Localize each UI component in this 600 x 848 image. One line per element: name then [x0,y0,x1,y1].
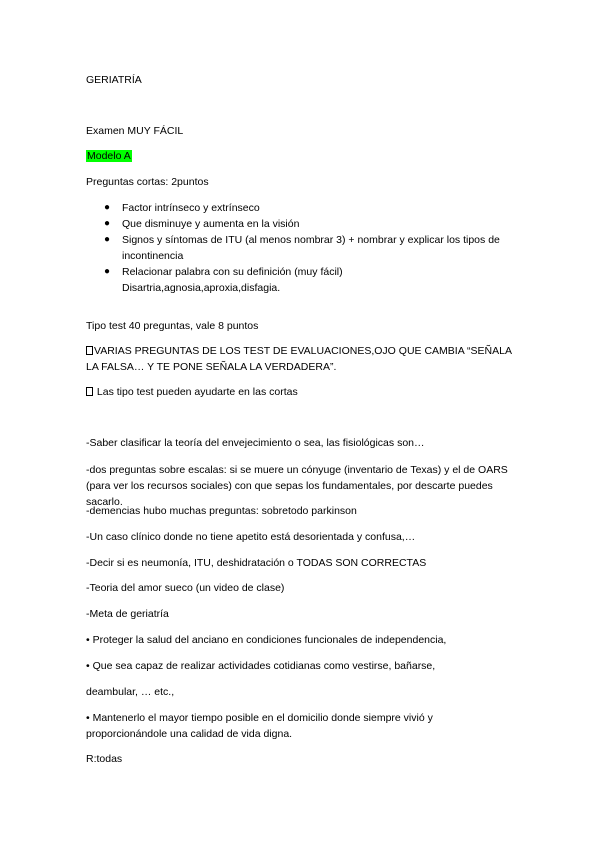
list-item: ● Factor intrínseco y extrínseco [104,202,260,214]
list-item: -Decir si es neumonía, ITU, deshidratación o TODAS SON CORRECTAS [86,557,427,569]
list-item: -Teoria del amor sueco (un video de clase) [86,582,285,594]
list-item: -dos preguntas sobre escalas: si se muere un cónyuge (inventario de Texas) y el de OARS (para ver los recursos sociales) con que sepas los fundamentales, por descarte puedes sacarlo. [86,464,508,508]
list-item: ● Que disminuye y aumenta en la visión [104,218,300,230]
document-title: GERIATRÍA [86,74,142,86]
list-item: ● Signos y síntomas de ITU (al menos nombrar 3) + nombrar y explicar los tipos de incontinencia [104,234,500,262]
model-highlight: Modelo A [87,150,131,162]
note-1: VARIAS PREGUNTAS DE LOS TEST DE EVALUACIONES,OJO QUE CAMBIA “SEÑALA LA FALSA… Y TE PONE SEÑALA LA VERDADERA”. [86,345,512,373]
list-item: ● Relacionar palabra con su definición (muy fácil) Disartria,agnosia,aproxia,disfagia. [104,266,343,294]
bullet-list [100,200,520,296]
bullet-icon: ● [104,266,111,277]
list-item: -Saber clasificar la teoría del envejecimiento o sea, las fisiológicas son… [86,437,425,449]
test-type-label: Tipo test 40 preguntas, vale 8 puntos [86,320,259,332]
missing-glyph-icon [86,346,93,355]
note-2: Las tipo test pueden ayudarte en las cortas [86,386,298,399]
model-label [86,150,132,163]
list-item: deambular, … etc., [86,686,175,698]
list-item: • Mantenerlo el mayor tiempo posible en el domicilio donde siempre vivió y proporcionándole una calidad de vida digna. [86,712,433,740]
bullet-icon: ● [104,234,111,245]
missing-glyph-icon [86,387,93,396]
bullet-icon: ● [104,202,111,213]
bullet-sub-line: Disartria,agnosia,aproxia,disfagia. [122,282,281,294]
list-item: • Que sea capaz de realizar actividades cotidianas como vestirse, bañarse, [86,660,436,672]
list-item: -Un caso clínico donde no tiene apetito está desorientada y confusa,… [86,531,416,543]
exam-label: Examen MUY FÁCIL [86,125,184,137]
list-item: R:todas [86,753,123,765]
list-item: -demencias hubo muchas preguntas: sobretodo parkinson [86,505,357,517]
bullet-icon: ● [104,218,111,229]
list-item: • Proteger la salud del anciano en condiciones funcionales de independencia, [86,634,447,646]
list-item: -Meta de geriatría [86,608,169,620]
short-questions-label: Preguntas cortas: 2puntos [86,176,209,188]
